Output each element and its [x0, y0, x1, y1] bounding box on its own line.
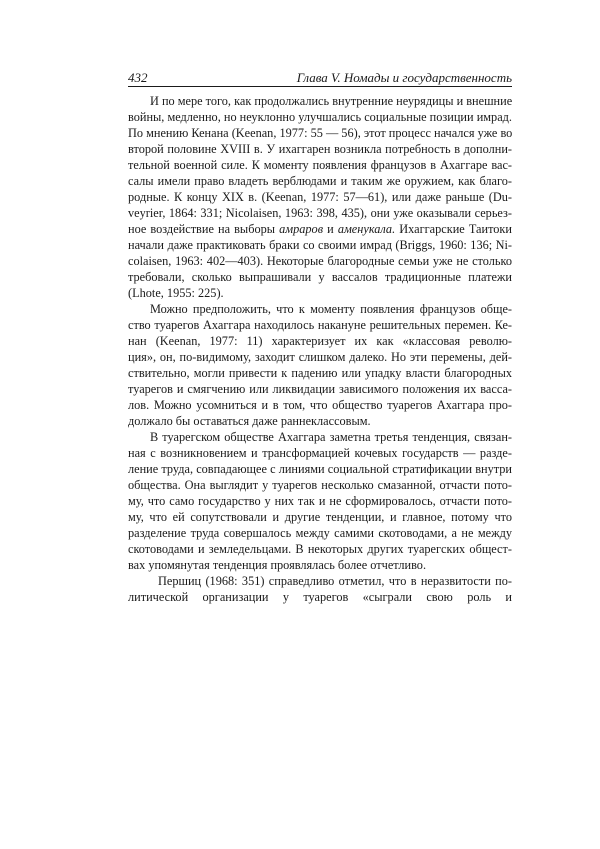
text-line	[128, 493, 512, 509]
text-segment: требовали, сколько выпрашивали у вассалов традиционные платежи	[128, 270, 512, 284]
text-line	[128, 221, 512, 237]
text-segment: скотоводами и земледельцами. В некоторых других туарегских общест-	[128, 542, 512, 556]
text-line	[128, 349, 512, 365]
text-segment: должало бы оставаться даже раннеклассовым.	[128, 414, 371, 428]
text-segment: родные. К концу XIX в. (Keenan, 1977: 57—61), или даже раньше (Du-	[128, 190, 512, 204]
text-line	[128, 237, 512, 253]
text-segment: ная с возникновением и трансформацией кочевых государств — разде-	[128, 446, 512, 460]
text-line	[128, 157, 512, 173]
text-line	[128, 93, 512, 109]
body-text	[128, 93, 512, 605]
text-line	[128, 253, 512, 269]
text-line	[128, 541, 512, 557]
text-line	[128, 173, 512, 189]
text-line	[128, 365, 512, 381]
text-line	[128, 397, 512, 413]
page-number: 432	[128, 70, 148, 85]
text-segment: разделение труда совершалось между самими скотоводами, а не между	[128, 526, 512, 540]
text-line	[128, 269, 512, 285]
text-segment: ство туарегов Ахаггара находилось накануне решительных перемен. Ке-	[128, 318, 512, 332]
text-line	[128, 477, 512, 493]
text-segment: В туарегском обществе Ахаггара заметна третья тенденция, связан-	[150, 430, 512, 444]
text-segment: нан (Keenan, 1977: 11) характеризует их как «классовая револю-	[128, 334, 512, 348]
text-line	[128, 461, 512, 477]
text-segment: ция», он, по-видимому, заходит слишком далеко. Но эти перемены, дей-	[128, 350, 512, 364]
text-line	[128, 141, 512, 157]
text-segment: veyrier, 1864: 331; Nicolaisen, 1963: 398, 435), они уже оказывали серьез-	[128, 206, 512, 220]
text-segment: ствительно, могли привести к падению или упадку власти благородных	[128, 366, 512, 380]
italic-term: амраров	[279, 222, 324, 236]
text-segment: вах упомянутая тенденция проявлялась более отчетливо.	[128, 558, 427, 572]
text-segment: литической организации у туарегов «сыграли свою роль и	[128, 590, 512, 604]
text-line	[128, 381, 512, 397]
text-segment: второй половине XVIII в. У ихаггарен возникла потребность в дополни-	[128, 142, 512, 156]
text-segment: тельной военной силе. К моменту появления французов в Ахаггаре вас-	[128, 158, 512, 172]
text-segment: лов. Можно усомниться и в том, что общество туарегов Ахаггара про-	[128, 398, 512, 412]
text-line	[128, 317, 512, 333]
text-line	[128, 429, 512, 445]
header-rule	[128, 86, 512, 87]
text-segment: начали даже практиковать браки со своими имрад (Briggs, 1960: 136; Ni-	[128, 238, 512, 252]
text-line	[128, 333, 512, 349]
text-segment: colaisen, 1963: 402—403). Некоторые благородные семьи уже не столько	[128, 254, 512, 268]
text-line	[128, 525, 512, 541]
text-line	[128, 413, 512, 429]
text-segment: По мнению Кенана (Keenan, 1977: 55 — 56), этот процесс начался уже во	[128, 126, 513, 140]
text-line	[128, 301, 512, 317]
text-segment: и	[323, 222, 338, 236]
text-line	[128, 557, 512, 573]
text-segment: ное воздействие на выборы	[128, 222, 280, 236]
text-segment: И по мере того, как продолжались внутренние неурядицы и внешние	[150, 94, 513, 108]
text-segment: салы имели право владеть верблюдами и таким же оружием, как благо-	[128, 174, 512, 188]
italic-term: аменукала.	[337, 222, 396, 236]
text-segment: му, что ей сопутствовали и другие тенденции, и главное, потому что	[128, 510, 512, 524]
text-segment: войны, медленно, но неуклонно улучшались социальные позиции имрад.	[128, 110, 512, 124]
text-segment: му, что само государство у них так и не сформировалось, отчасти пото-	[128, 494, 512, 508]
text-segment: общества. Она выглядит у туарегов несколько смазанной, отчасти пото-	[128, 478, 512, 492]
text-segment: Першиц (1968: 351) справедливо отметил, что в неразвитости по-	[158, 574, 512, 588]
text-segment: туарегов и смягчению или ликвидации зависимого положения их васса-	[128, 382, 512, 396]
text-line	[128, 589, 512, 605]
text-line	[128, 205, 512, 221]
text-line	[128, 189, 512, 205]
text-line	[128, 509, 512, 525]
text-line	[128, 109, 512, 125]
text-line	[128, 285, 512, 301]
text-segment: ление труда, совпадающее с линиями социальной стратификации внутри	[128, 462, 512, 476]
text-segment: Можно предположить, что к моменту появления французов обще-	[150, 302, 512, 316]
text-segment: (Lhote, 1955: 225).	[128, 286, 224, 300]
text-line	[128, 445, 512, 461]
chapter-title: Глава V. Номады и государственность	[296, 70, 512, 85]
text-line	[128, 125, 512, 141]
text-line	[128, 573, 512, 589]
text-segment: Ихаггарские Таитоки	[395, 222, 512, 236]
